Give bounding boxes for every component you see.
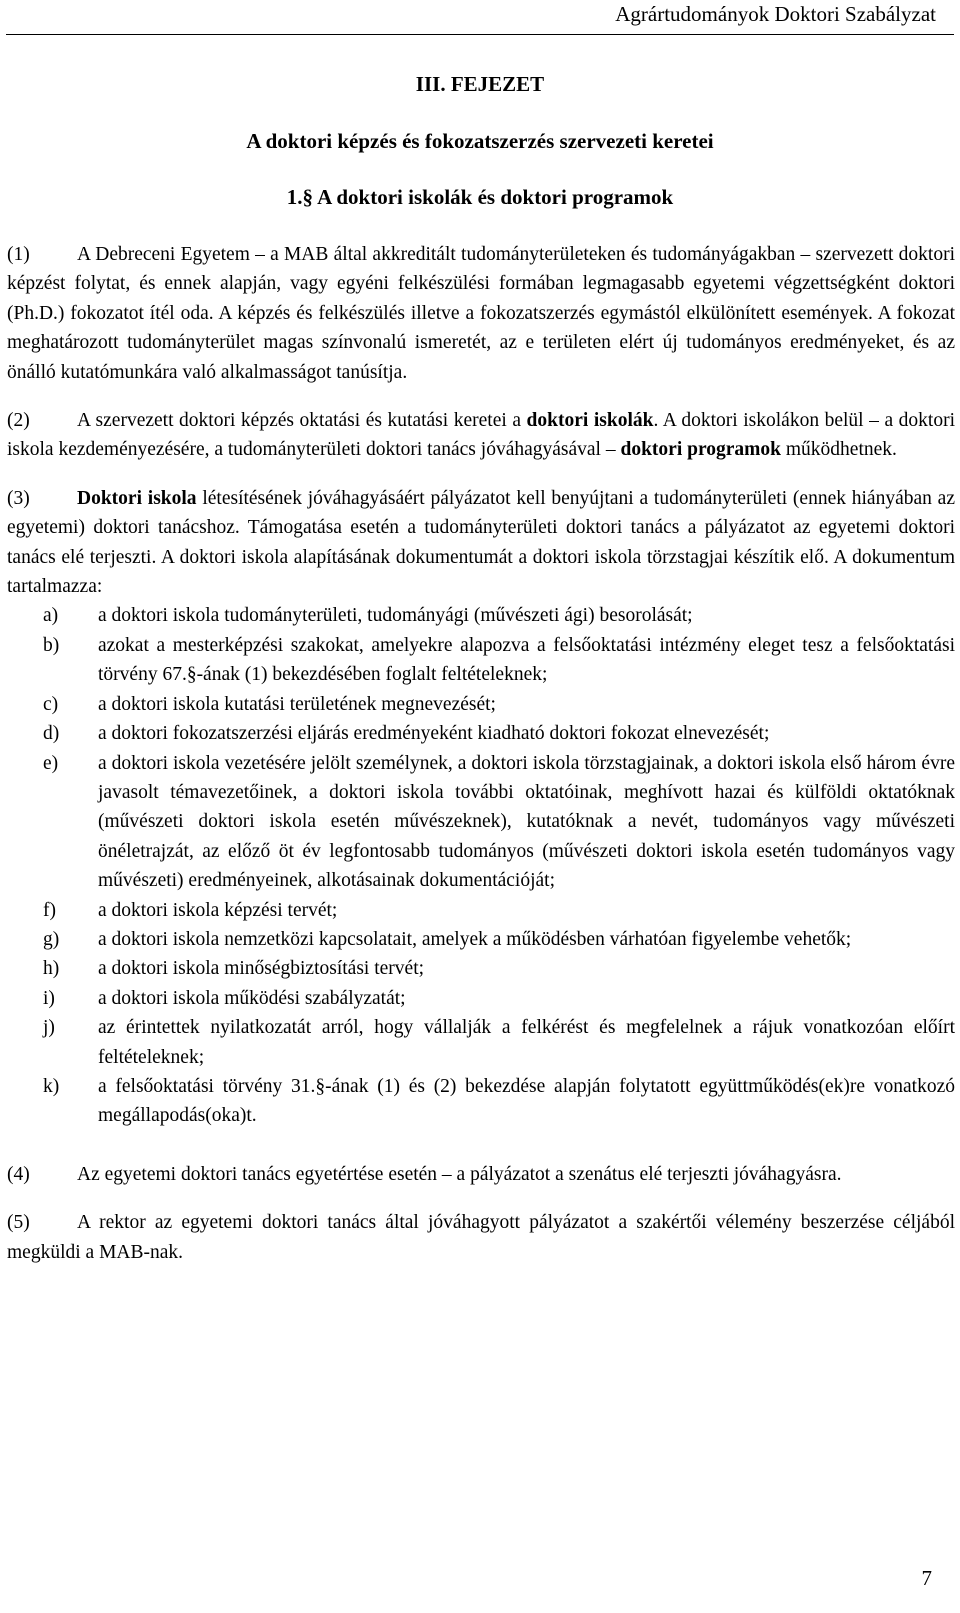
list-item-text: a doktori iskola nemzetközi kapcsolatait, amelyek a működésben várhatóan figyelembe vehetők; [98,928,852,950]
list-item [7,1072,955,1131]
paragraph-4 [7,1160,955,1189]
list-item-text: azokat a mesterképzési szakokat, amelyekre alapozva a felsőoktatási intézmény eleget tesz a felsőoktatási törvény 67.§-ának (1) bekezdésében foglalt feltételeknek; [98,634,955,686]
running-header-title: Agrártudományok Doktori Szabályzat [615,2,936,26]
list-item-label: j) [43,1017,55,1039]
paragraph-text: A Debreceni Egyetem – a MAB által akkreditált tudományterületeken és tudományágakban – szervezett doktori képzést folytat, és ennek alapján, vagy egyéni felkészülési formában legmagasabb egyetemi végzettségként doktori (Ph.D.) fokozatot ítél oda. A képzés és felkészülés illetve a fokozatszerzés egymástól elkülönített események. A fokozat meghatározott tudományterület magas színvonalú ismeretét, az e területen elért új tudományos eredményeket, és az önálló kutatómunkára való alkalmasságot tanúsítja. [7,244,955,383]
list-item-label: i) [43,987,55,1009]
paragraph-5 [7,1208,955,1267]
list-item [7,601,955,630]
paragraph-1 [7,240,955,387]
paragraph-text: működhetnek. [781,439,897,461]
list-item-text: a doktori iskola tudományterületi, tudományági (művészeti ági) besorolását; [98,605,693,627]
header-rule [6,34,954,35]
list-item-text: a felsőoktatási törvény 31.§-ának (1) és (2) bekezdése alapján folytatott együttműködés(ek)re vonatkozó megállapodás(oka)t. [98,1075,955,1127]
list-item-text: a doktori iskola vezetésére jelölt személynek, a doktori iskola törzstagjainak, a doktori iskola első három évre javasolt témavezetőinek, a doktori iskola további oktatóinak, meghívott hazai és külföldi oktatóknak (művészeti doktori iskola esetén művészeknek), kutatóknak a nevét, tudományos vagy művészeti önéletrajzát, az előző öt év legfontosabb tudományos (művészeti doktori iskola esetén tudományos vagy művészeti) eredményeinek, alkotásainak dokumentációját; [98,752,955,892]
chapter-number: III. FEJEZET [415,72,545,96]
list-item [7,719,955,748]
section-heading: 1.§ A doktori iskolák és doktori programok [286,185,674,209]
term-doktori-iskolak: doktori iskolák [526,410,654,432]
paragraph-number: (5) [7,1212,30,1234]
term-doktori-iskola: Doktori iskola [77,487,197,509]
list-item-label: b) [43,634,60,656]
requirements-list [7,601,955,1130]
list-item-label: e) [43,752,59,774]
list-item-text: a doktori iskola képzési tervét; [98,899,338,921]
chapter-title: A doktori képzés és fokozatszerzés szervezeti keretei [246,129,714,153]
list-item-label: f) [43,899,56,921]
list-item [7,690,955,719]
document-body [7,240,955,1267]
list-item-label: d) [43,723,60,745]
paragraph-2 [7,406,955,465]
list-item [7,984,955,1013]
list-item-text: az érintettek nyilatkozatát arról, hogy vállalják a felkérést és megfelelnek a rájuk vonatkozóan előírt feltételeknek; [98,1017,955,1068]
list-item-text: a doktori iskola működési szabályzatát; [98,987,406,1009]
paragraph-text: Az egyetemi doktori tanács egyetértése esetén – a pályázatot a szenátus elé terjeszti jóváhagyásra. [77,1163,842,1185]
paragraph-text: A szervezett doktori képzés oktatási és kutatási keretei a [77,410,527,432]
list-item [7,1013,955,1072]
list-item-text: a doktori fokozatszerzési eljárás eredményeként kiadható doktori fokozat elnevezését; [98,723,770,745]
list-item-label: c) [43,693,59,715]
list-item-label: h) [43,958,60,980]
paragraph-text: . A doktori iskolákon belül – a doktori iskola kezdeményezésére, a tudományterületi doktori tanács jóváhagyásával – [7,410,955,461]
paragraph-number: (2) [7,410,30,432]
list-item-text: a doktori iskola kutatási területének megnevezését; [98,693,496,715]
list-item-label: g) [43,928,60,950]
paragraph-text: A rektor az egyetemi doktori tanács által jóváhagyott pályázatot a szakértői vélemény beszerzése céljából megküldi a MAB-nak. [7,1212,955,1263]
paragraph-3 [7,484,955,602]
list-item [7,749,955,896]
list-item [7,896,955,925]
list-item [7,925,955,954]
page-number: 7 [921,1566,932,1590]
list-item [7,954,955,983]
paragraph-number: (3) [7,487,30,509]
list-item-label: k) [43,1075,60,1097]
list-item [7,631,955,690]
paragraph-number: (1) [7,244,30,265]
paragraph-text: létesítésének jóváhagyásáért pályázatot kell benyújtani a tudományterületi (ennek hiányában az egyetemi) doktori tanácshoz. Támogatása esetén a tudományterületi doktori tanács a pályázatot az egyetemi doktori tanács elé terjeszti. A doktori iskola alapításának dokumentumát a doktori iskola törzstagjai készítik elő. A dokumentum tartalmazza: [7,487,955,598]
paragraph-number: (4) [7,1163,30,1185]
term-doktori-programok: doktori programok [620,439,782,461]
list-item-label: a) [43,605,59,627]
list-item-text: a doktori iskola minőségbiztosítási tervét; [98,958,425,980]
